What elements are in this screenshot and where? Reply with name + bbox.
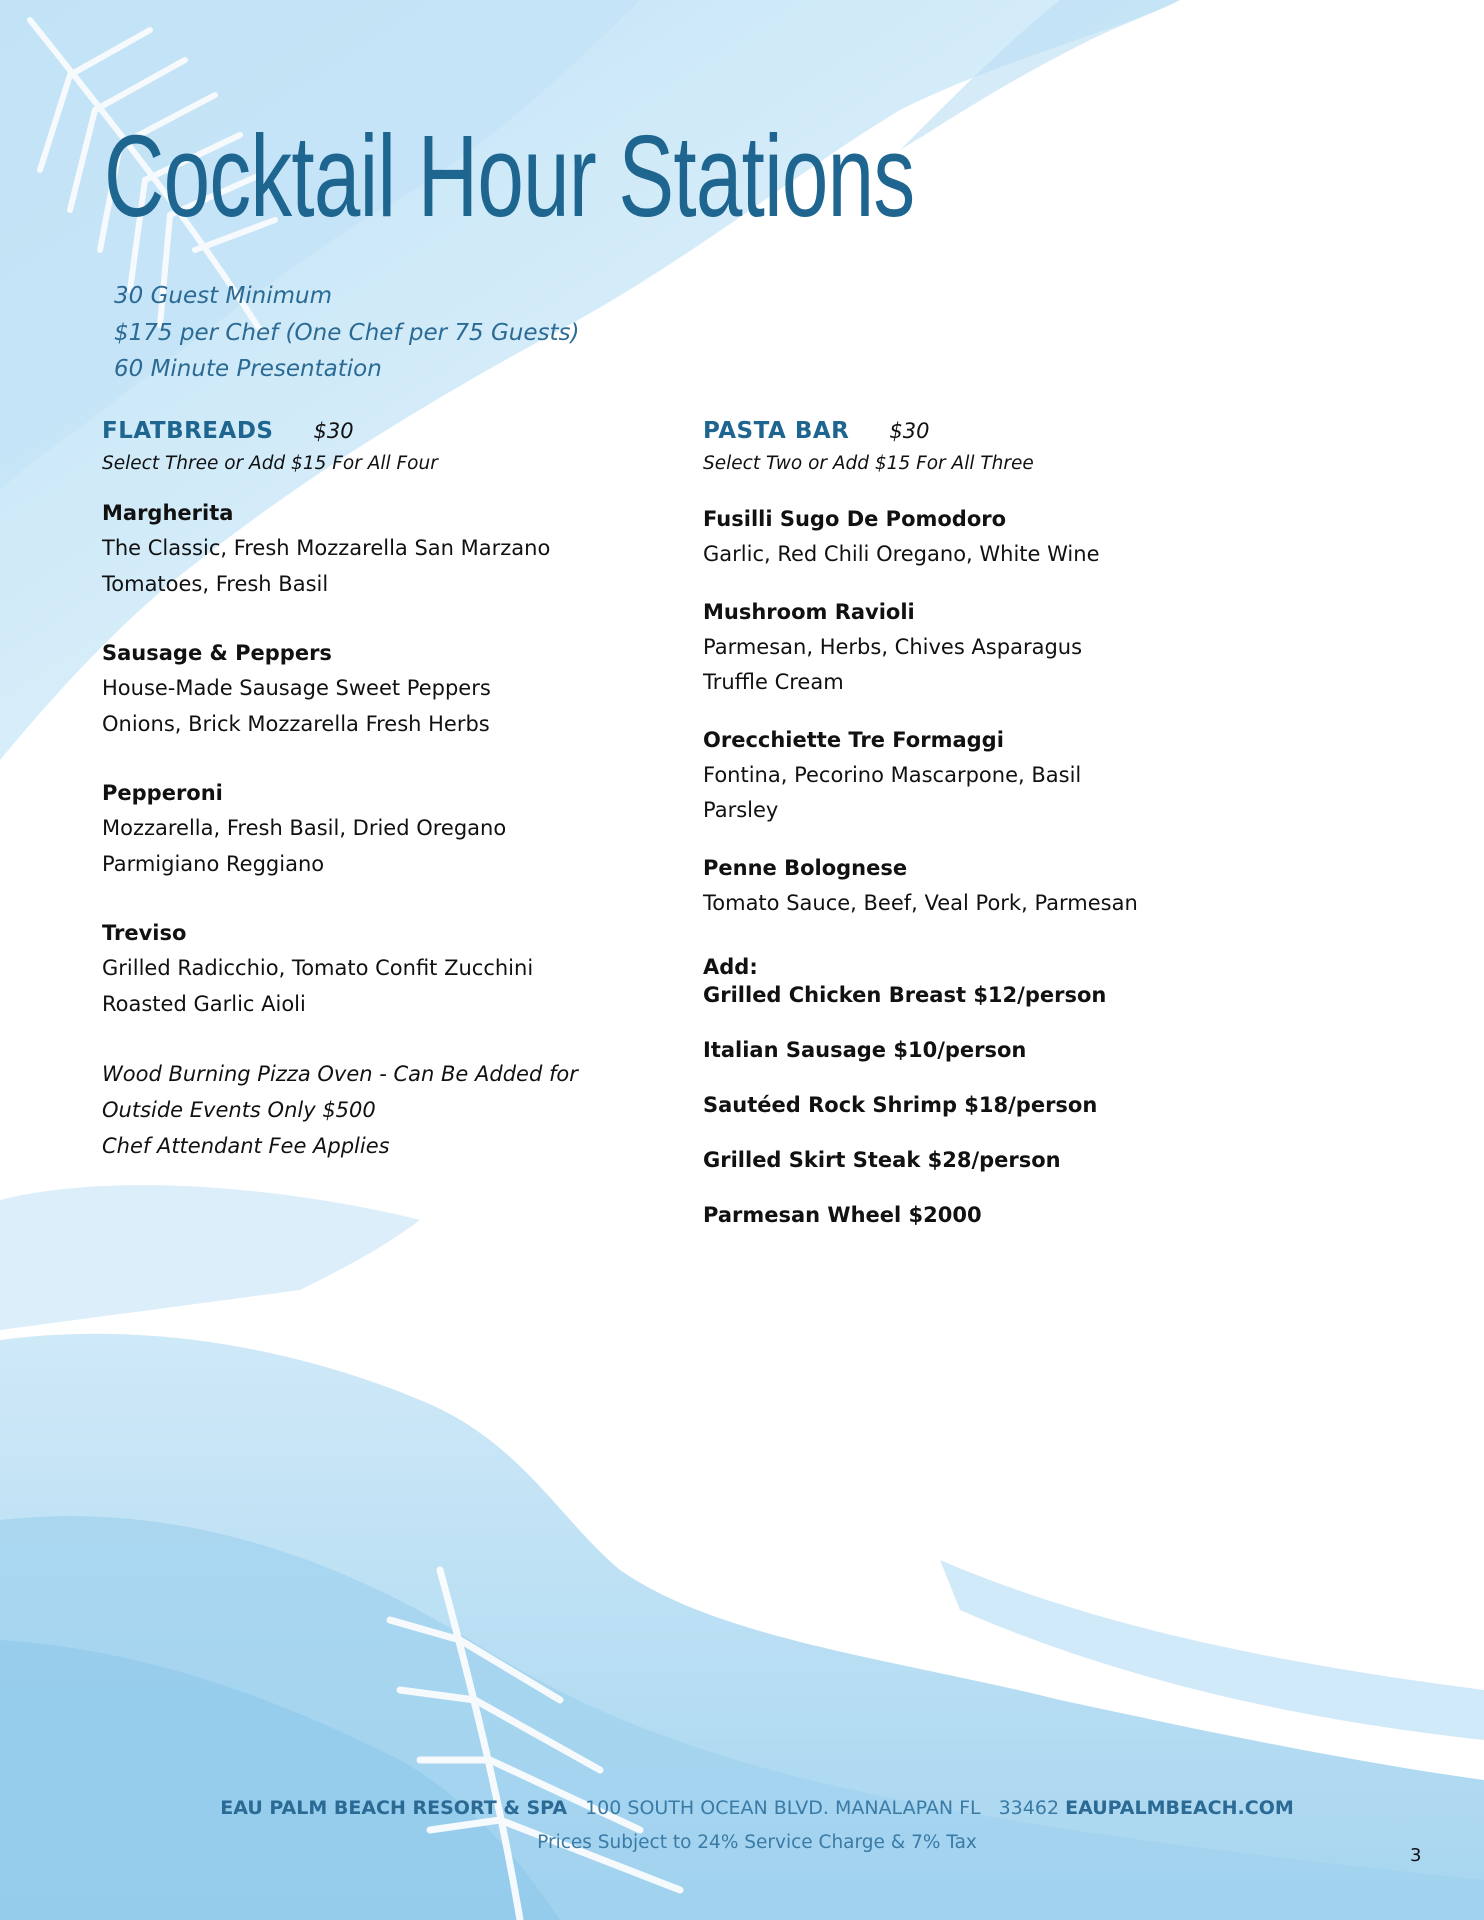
item-description: Garlic, Red Chili Oregano, White Wine xyxy=(703,542,1100,566)
presentation-time: 60 Minute Presentation xyxy=(114,356,382,382)
section-note: Select Three or Add $15 For All Four xyxy=(102,453,438,474)
pizza-oven-note: Wood Burning Pizza Oven - Can Be Added for Outside Events Only $500 Chef Attendant Fee Applies xyxy=(102,1062,578,1158)
chef-fee: $175 per Chef (One Chef per 75 Guests) xyxy=(114,319,580,346)
pasta-bar-section xyxy=(703,418,1263,1229)
flatbreads-section xyxy=(102,418,662,1164)
item-name: Orecchiette Tre Formaggi xyxy=(703,727,1004,752)
add-label: Add: xyxy=(703,955,758,979)
addon-item: Grilled Chicken Breast $12/person xyxy=(703,983,1107,1007)
page-number: 3 xyxy=(1410,1845,1422,1866)
item-description: Grilled Radicchio, Tomato Confit Zucchini Roasted Garlic Aioli xyxy=(102,956,534,1016)
addon-item: Italian Sausage $10/person xyxy=(703,1038,1027,1062)
menu-item xyxy=(703,723,1263,829)
item-description: Tomato Sauce, Beef, Veal Pork, Parmesan xyxy=(703,890,1138,915)
item-description: Mozzarella, Fresh Basil, Dried Oregano Parmigiano Reggiano xyxy=(102,816,507,876)
menu-item xyxy=(102,776,662,882)
section-price: $30 xyxy=(313,419,354,443)
item-name: Mushroom Ravioli xyxy=(703,599,915,624)
item-name: Treviso xyxy=(102,921,187,945)
street-address: 100 SOUTH OCEAN BLVD. MANALAPAN FL xyxy=(585,1797,981,1819)
item-name: Sausage & Peppers xyxy=(102,641,332,665)
footer-address-line xyxy=(0,1797,1484,1819)
event-info xyxy=(114,278,579,388)
menu-item xyxy=(102,636,662,742)
item-name: Fusilli Sugo De Pomodoro xyxy=(703,507,1007,531)
menu-item xyxy=(703,502,1263,573)
zip-code: 33462 xyxy=(998,1797,1060,1819)
section-name: PASTA BAR xyxy=(703,418,850,444)
resort-name: EAU PALM BEACH RESORT & SPA xyxy=(220,1797,568,1819)
website-link[interactable]: EAUPALMBEACH.COM xyxy=(1065,1797,1294,1819)
pasta-bar-header xyxy=(703,418,1263,452)
addon-item: Grilled Skirt Steak $28/person xyxy=(703,1148,1061,1172)
item-description: The Classic, Fresh Mozzarella San Marzano Tomatoes, Fresh Basil xyxy=(102,536,551,596)
flatbreads-header xyxy=(102,418,662,452)
item-name: Pepperoni xyxy=(102,781,223,805)
menu-item xyxy=(703,595,1263,701)
item-description: Fontina, Pecorino Mascarpone, Basil Parsley xyxy=(703,762,1082,822)
addon-item: Parmesan Wheel $2000 xyxy=(703,1203,982,1227)
section-price: $30 xyxy=(889,419,930,443)
item-name: Penne Bolognese xyxy=(703,855,908,880)
menu-item xyxy=(102,916,662,1022)
section-note: Select Two or Add $15 For All Three xyxy=(703,453,1034,474)
item-description: Parmesan, Herbs, Chives Asparagus Truffle Cream xyxy=(703,634,1083,694)
addon-item: Sautéed Rock Shrimp $18/person xyxy=(703,1093,1098,1117)
section-name: FLATBREADS xyxy=(102,418,274,444)
item-name: Margherita xyxy=(102,501,234,525)
guest-minimum: 30 Guest Minimum xyxy=(114,283,333,309)
item-description: House-Made Sausage Sweet Peppers Onions, Brick Mozzarella Fresh Herbs xyxy=(102,676,491,736)
menu-item xyxy=(703,851,1263,922)
menu-item xyxy=(102,496,662,602)
service-charge-note: Prices Subject to 24% Service Charge & 7% Tax xyxy=(537,1832,977,1853)
page-title: Cocktail Hour Stations xyxy=(104,111,915,241)
